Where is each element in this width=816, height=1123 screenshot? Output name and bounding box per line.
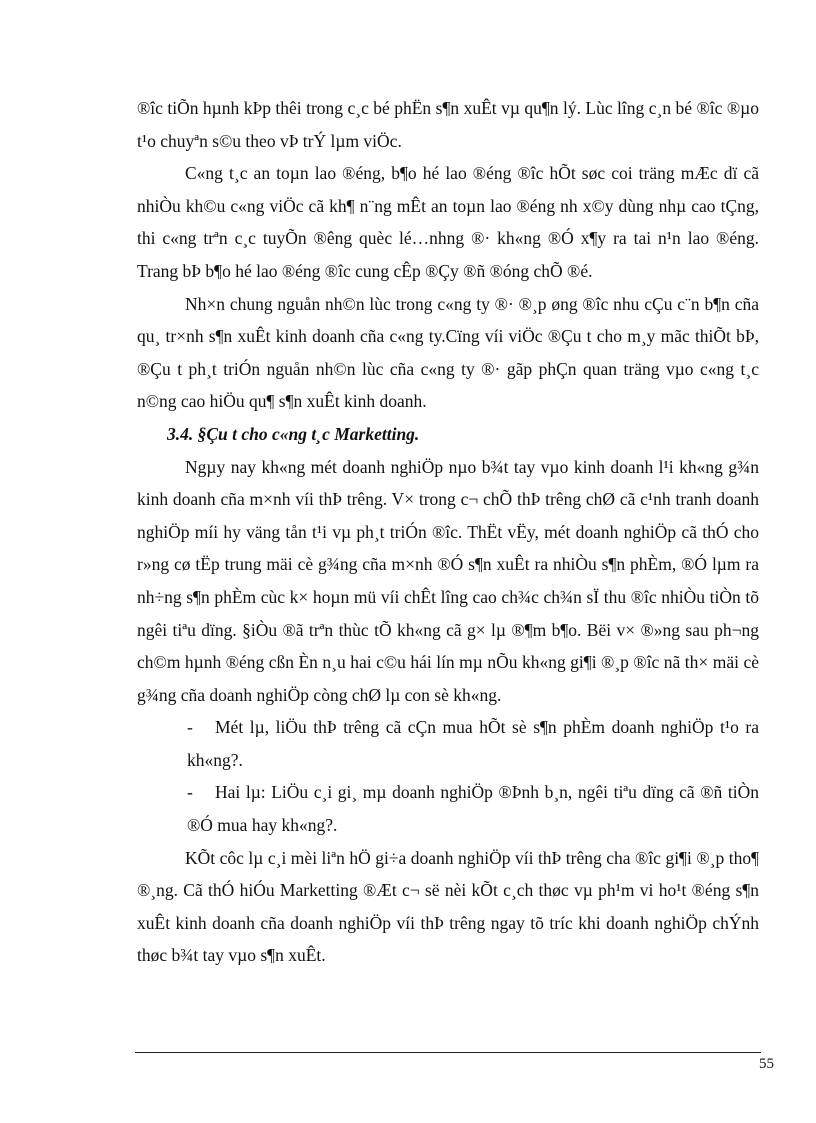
- page-number: 55: [759, 1056, 774, 1072]
- bullet-text: Hai lµ: LiÖu c¸i gi¸ mµ doanh nghiÖp ®Þnh b¸n, ngêi tiªu dïng cã ®ñ tiÒn ®Ó mua hay kh«ng?.: [187, 782, 759, 836]
- bullet-item: [137, 776, 759, 841]
- footer-rule: [135, 1052, 761, 1053]
- section-heading: 3.4. §Çu t cho c«ng t¸c Marketting.: [167, 423, 420, 444]
- paragraph: ®îc tiÕn hµnh kÞp thêi trong c¸c bé phËn s¶n xuÊt vµ qu¶n lý. Lùc lîng c¸n bé ®îc ®µo t¹o chuyªn s©u theo vÞ trÝ lµm viÖc.: [137, 98, 759, 151]
- paragraph: C«ng t¸c an toµn lao ®éng, b¶o hé lao ®éng ®îc hÕt søc coi träng mÆc dï cã nhiÒu kh©u c«ng viÖc cã kh¶ n¨ng mÊt an toµn lao ®éng nh x©y dùng nhµ cao tÇng, thi c«ng trªn c¸c tuyÕn ®êng quèc lé…nhng ®· kh«ng ®Ó x¶y ra tai n¹n lao ®éng. Trang bÞ b¶o hé lao ®éng ®îc cung cÊp ®Çy ®ñ ®óng chÕ ®é.: [137, 163, 759, 281]
- paragraph: Nh×n chung nguån nh©n lùc trong c«ng ty ®· ®¸p øng ®îc nhu cÇu c¨n b¶n cña qu¸ tr×nh s¶n xuÊt kinh doanh cña c«ng ty.Cïng víi viÖc ®Çu t cho m¸y mãc thiÕt bÞ, ®Çu t ph¸t triÓn nguån nh©n lùc cña c«ng ty ®· gãp phÇn quan träng vµo c«ng t¸c n©ng cao hiÖu qu¶ s¶n xuÊt kinh doanh.: [137, 293, 759, 412]
- body-text: [137, 92, 759, 972]
- bullet-marker: -: [187, 782, 193, 803]
- bullet-item: [137, 711, 759, 776]
- bullet-marker: -: [187, 717, 193, 738]
- paragraph: Ngµy nay kh«ng mét doanh nghiÖp nµo b¾t tay vµo kinh doanh l¹i kh«ng g¾n kinh doanh cña m×nh víi thÞ trêng. V× trong c¬ chÕ thÞ trêng chØ cã c¹nh tranh doanh nghiÖp míi hy väng tån t¹i vµ ph¸t triÓn ®îc. ThËt vËy, mét doanh nghiÖp cã thÓ cho r»ng cø tËp trung mäi cè g¾ng cña m×nh ®Ó s¶n xuÊt ra nhiÒu s¶n phÈm, ®Ó lµm ra nh÷ng s¶n phÈm cùc k× hoµn mü víi chÊt lîng cao ch¾c ch¾n sÏ thu ®îc nhiÒu tiÒn tõ ngêi tiªu dïng. §iÒu ®ã trªn thùc tÕ kh«ng cã g× lµ ®¶m b¶o. Bëi v× ®»ng sau ph¬ng ch©m hµnh ®éng cßn Èn n¸u hai c©u hái lín mµ nÕu kh«ng gi¶i ®¸p ®îc nã th× mäi cè g¾ng cña doanh nghiÖp còng chØ lµ con sè kh«ng.: [137, 456, 759, 705]
- bullet-text: Mét lµ, liÖu thÞ trêng cã cÇn mua hÕt sè s¶n phÈm doanh nghiÖp t¹o ra kh«ng?.: [187, 717, 759, 770]
- paragraph: KÕt côc lµ c¸i mèi liªn hÖ gi÷a doanh nghiÖp víi thÞ trêng cha ®îc gi¶i ®¸p tho¶ ®¸ng. Cã thÓ hiÓu Marketting ®Æt c¬ së nèi kÕt c¸ch thøc vµ ph¹m vi ho¹t ®éng s¶n xuÊt kinh doanh cña doanh nghiÖp víi thÞ trêng ngay tõ tríc khi doanh nghiÖp chÝnh thøc b¾t tay vµo s¶n xuÊt.: [137, 847, 759, 966]
